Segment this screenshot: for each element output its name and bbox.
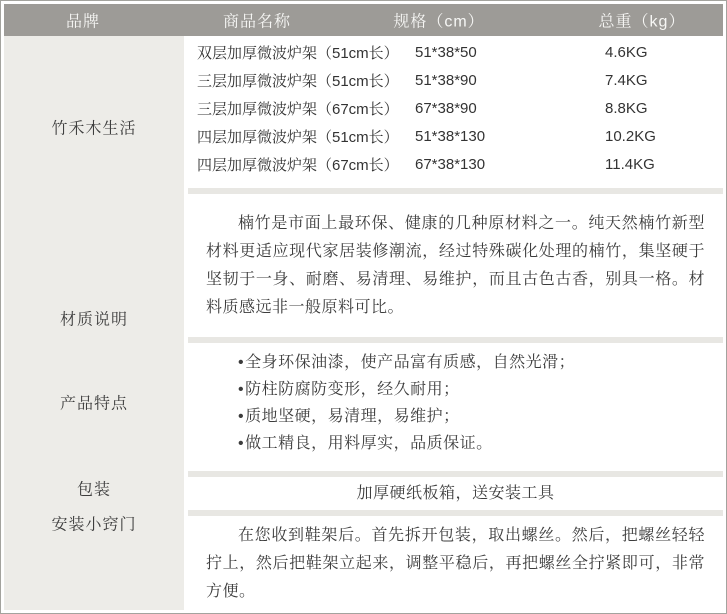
product-rows-section: [188, 36, 723, 188]
feature-item: [238, 376, 703, 403]
install-section-label: 安装小窍门: [51, 516, 137, 534]
header-brand: 品牌: [65, 13, 101, 31]
table-row: [188, 38, 723, 66]
product-weight: 10.2KG: [605, 127, 656, 145]
header-spec: 规格（cm）: [393, 13, 485, 31]
material-section-label: 材质说明: [59, 311, 129, 329]
product-name: 三层加厚微波炉架（67cm长）: [197, 100, 399, 118]
table-body: [4, 36, 723, 610]
product-weight: 7.4KG: [605, 71, 648, 89]
product-weight: 11.4KG: [605, 155, 655, 173]
feature-item: [238, 403, 703, 430]
product-name: 四层加厚微波炉架（67cm长）: [197, 156, 399, 174]
material-description: 楠竹是市面上最环保、健康的几种原材料之一。纯天然楠竹新型材料更适应现代家居装修潮流，经过特殊碳化处理的楠竹，集坚硬于坚韧于一身、耐磨、易清理、易维护，而且古色古香，别具一格。材料质感远非一般原料可比。: [188, 194, 723, 337]
header-product-name: 商品名称: [222, 13, 292, 31]
table-row: [188, 122, 723, 150]
product-name: 三层加厚微波炉架（51cm长）: [197, 72, 399, 90]
product-spec: 51*38*50: [415, 43, 477, 61]
bullet-icon: •: [238, 381, 245, 398]
product-weight: 4.6KG: [605, 43, 648, 61]
table-header-row: [4, 4, 723, 36]
product-weight: 8.8KG: [605, 99, 648, 117]
content-column: [188, 36, 723, 610]
install-tips-description: 在您收到鞋架后。首先拆开包装，取出螺丝。然后，把螺丝轻轻拧上，然后把鞋架立起来，调整平稳后，再把螺丝全拧紧即可，非常方便。: [188, 516, 723, 610]
packaging-description: 加厚硬纸板箱，送安装工具: [188, 477, 723, 510]
feature-item: [238, 430, 703, 457]
product-name: 四层加厚微波炉架（51cm长）: [197, 128, 399, 146]
feature-text: 质地坚硬，易清理，易维护；: [245, 408, 460, 425]
feature-text: 做工精良，用料厚实，品质保证。: [245, 435, 493, 452]
features-section-label: 产品特点: [59, 395, 129, 413]
feature-text: 全身环保油漆，使产品富有质感，自然光滑；: [245, 354, 576, 371]
product-name: 双层加厚微波炉架（51cm长）: [197, 44, 399, 62]
packaging-section-label: 包装: [76, 481, 112, 499]
table-row: [188, 66, 723, 94]
feature-text: 防柱防腐防变形，经久耐用；: [245, 381, 460, 398]
product-spec: 67*38*130: [415, 155, 486, 173]
feature-item: [238, 349, 703, 376]
features-list: [188, 343, 723, 471]
product-spec: 51*38*130: [415, 127, 486, 145]
product-spec: 67*38*90: [415, 99, 477, 117]
table-row: [188, 150, 723, 178]
label-column: [4, 36, 184, 610]
table-row: [188, 94, 723, 122]
product-spec: 51*38*90: [415, 71, 477, 89]
bullet-icon: •: [238, 354, 245, 371]
header-weight: 总重（kg）: [598, 13, 686, 31]
bullet-icon: •: [238, 408, 245, 425]
brand-name: 竹禾木生活: [51, 120, 137, 138]
bullet-icon: •: [238, 435, 245, 452]
